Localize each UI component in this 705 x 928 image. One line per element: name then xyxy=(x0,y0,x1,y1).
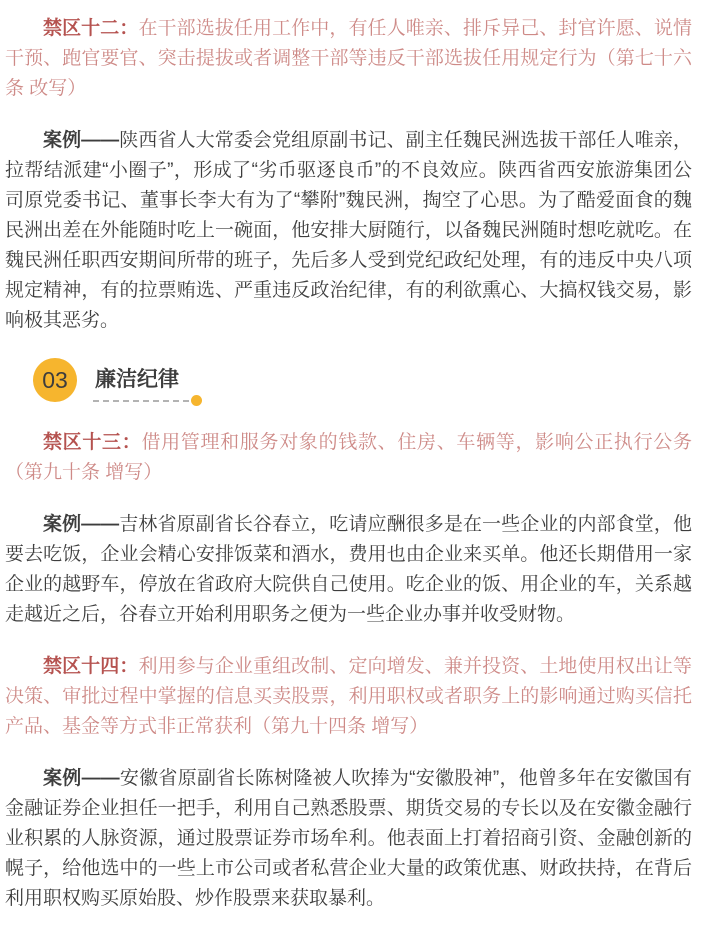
case-14-text: 安徽省原副省长陈树隆被人吹捧为“安徽股神”，他曾多年在安徽国有金融证券企业担任一把手，利用自己熟悉股票、期货交易的专长以及在安徽金融行业积累的人脉资源，通过股票证券市场牟利。他表面上打着招商引资、金融创新的幌子，给他选中的一些上市公司或者私营企业大量的政策优惠、财政扶持，在背后利用职权购买原始股、炒作股票来获取暴利。 xyxy=(5,768,692,909)
rule-14-text: 利用参与企业重组改制、定向增发、兼并投资、土地使用权出让等决策、审批过程中掌握的信息买卖股票，利用职权或者职务上的影响通过购买信托产品、基金等方式非正常获利（第九十四条 增写） xyxy=(5,656,692,737)
section-header-03 xyxy=(33,358,692,402)
section-number: 03 xyxy=(42,366,68,393)
case-12-text: 陕西省人大常委会党组原副书记、副主任魏民洲选拔干部任人唯亲，拉帮结派建“小圈子”，形成了“劣币驱逐良币”的不良效应。陕西省西安旅游集团公司原党委书记、董事长李大有为了“攀附”魏民洲，掏空了心思。为了酷爱面食的魏民洲出差在外能随时吃上一碗面，他安排大厨随行，以备魏民洲随时想吃就吃。在魏民洲任职西安期间所带的班子，先后多人受到党纪政纪处理，有的违反中央八项规定精神，有的拉票贿选、严重违反政治纪律，有的利欲熏心、大搞权钱交易，影响极其恶劣。 xyxy=(5,130,692,331)
case-13-text: 吉林省原副省长谷春立，吃请应酬很多是在一些企业的内部食堂，他要去吃饭，企业会精心安排饭菜和酒水，费用也由企业来买单。他还长期借用一家企业的越野车，停放在省政府大院供自己使用。吃企业的饭、用企业的车，关系越走越近之后，谷春立开始利用职务之便为一些企业办事并收受财物。 xyxy=(5,514,692,625)
case-12-label: 案例—— xyxy=(43,130,120,151)
section-number-badge xyxy=(33,358,77,402)
case-paragraph-12 xyxy=(5,126,692,336)
rule-paragraph-12 xyxy=(5,14,692,104)
rule-13-label: 禁区十三： xyxy=(43,432,142,453)
yellow-dot-icon xyxy=(191,395,202,406)
rule-paragraph-13 xyxy=(5,428,692,488)
rule-12-text: 在干部选拔任用工作中，有任人唯亲、排斥异己、封官许愿、说情干预、跑官要官、突击提拔或者调整干部等违反干部选拔任用规定行为（第七十六条 改写） xyxy=(5,18,692,99)
rule-paragraph-14 xyxy=(5,652,692,742)
rule-12-label: 禁区十二： xyxy=(43,18,139,39)
case-14-label: 案例—— xyxy=(43,768,120,789)
case-paragraph-13 xyxy=(5,510,692,630)
section-title: 廉洁纪律 xyxy=(95,368,179,391)
rule-14-label: 禁区十四： xyxy=(43,656,139,677)
case-13-label: 案例—— xyxy=(43,514,120,535)
section-title-wrap xyxy=(93,361,189,402)
rule-13-text: 借用管理和服务对象的钱款、住房、车辆等，影响公正执行公务（第九十条 增写） xyxy=(5,432,692,483)
case-paragraph-14 xyxy=(5,764,692,914)
